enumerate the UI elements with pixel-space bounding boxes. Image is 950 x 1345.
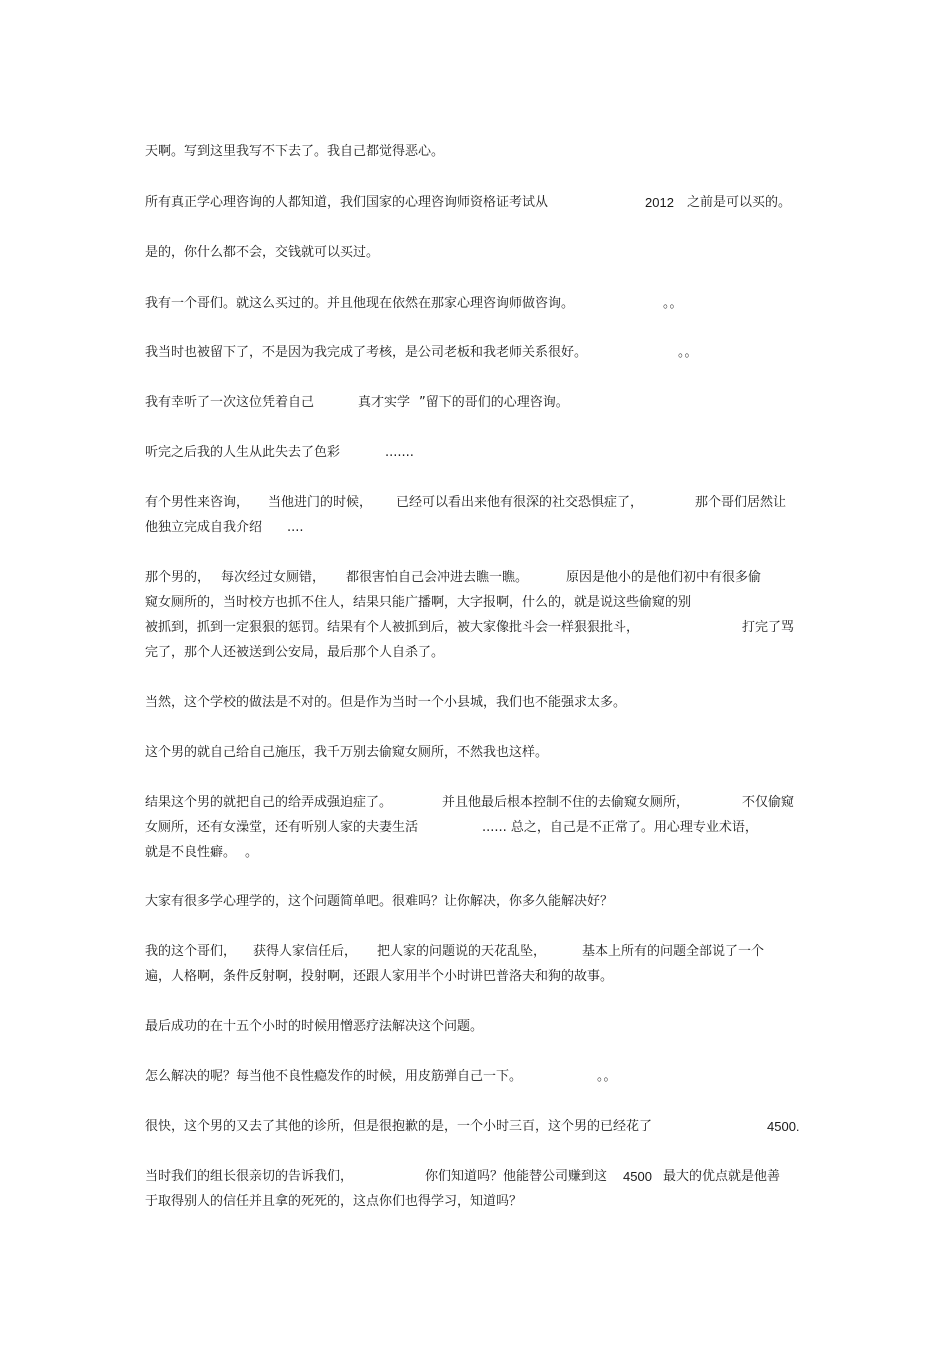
paragraph-text: 所有真正学心理咨询的人都知道，我们国家的心理咨询师资格证考试从 [145,195,549,210]
paragraph-text: 被抓到，抓到一定狠狠的惩罚。结果有个人被抓到后，被大家像批斗会一样狠狠批斗， [145,620,640,635]
paragraph-text: 他独立完成自我介绍 [145,520,263,535]
paragraph-text: 大家有很多学心理学的，这个问题简单吧。很难吗？让你解决，你多久能解决好？ [145,894,614,909]
paragraph-text: 打完了骂 [742,620,795,635]
paragraph-text: 原因是他小的是他们初中有很多偷 [566,570,762,585]
paragraph-text: 窥女厕所的，当时校方也抓不住人，结果只能广播啊，大字报啊，什么的，就是说这些偷窥的别 [145,595,692,610]
paragraph-text: 我有一个哥们。就这么买过的。并且他现在依然在那家心理咨询师做咨询。 [145,296,575,311]
paragraph-text: 天啊。写到这里我写不下去了。我自己都觉得恶心。 [145,144,445,159]
paragraph-text: 很快，这个男的又去了其他的诊所，但是很抱歉的是，一个小时三百，这个男的已经花了 [145,1119,653,1134]
paragraph-text: 最后成功的在十五个小时的时候用憎恶疗法解决这个问题。 [145,1019,484,1034]
paragraph-text: 都很害怕自己会冲进去瞧一瞧。 [346,570,529,585]
paragraph-text: 当时我们的组长很亲切的告诉我们， [145,1169,354,1184]
paragraph-text: 。。 [597,1069,617,1084]
paragraph-text: 当然，这个学校的做法是不对的。但是作为当时一个小县城，我们也不能强求太多。 [145,695,627,710]
paragraph-text: 完了，那个人还被送到公安局，最后那个人自杀了。 [145,645,445,660]
amount-number: 4500 [623,1169,652,1184]
paragraph-text: .... [287,520,304,535]
paragraph-text: 真才实学 [358,395,411,410]
paragraph-text: 。。 [663,296,683,311]
paragraph-text: ...... 总之，自己是不正常了。用心理专业术语， [482,820,758,835]
paragraph-text: 之前是可以买的。 [687,195,792,210]
paragraph-text: 那个男的， [145,570,211,585]
paragraph-text: 这个男的就自己给自己施压，我千万别去偷窥女厕所，不然我也这样。 [145,745,549,760]
paragraph-text: 遍，人格啊，条件反射啊，投射啊，还跟人家用半个小时讲巴普洛夫和狗的故事。 [145,969,614,984]
paragraph-text: 并且他最后根本控制不住的去偷窥女厕所， [442,795,690,810]
year-number: 2012 [645,195,674,210]
paragraph-text: 你们知道吗？他能替公司赚到这 [425,1169,608,1184]
amount-number: 4500. [767,1119,800,1134]
paragraph-text: 是的，你什么都不会，交钱就可以买过。 [145,245,380,260]
paragraph-text: 就是不良性癖。 [145,845,237,860]
paragraph-text: 每次经过女厕错， [221,570,326,585]
paragraph-text: 最大的优点就是他善 [663,1169,781,1184]
paragraph-text: 听完之后我的人生从此失去了色彩 [145,445,341,460]
paragraph-text: 我的这个哥们， [145,944,237,959]
paragraph-text: 有个男性来咨询， [145,495,250,510]
paragraph-text: 。。 [678,345,698,360]
paragraph-text: 当他进门的时候， [268,495,373,510]
paragraph-text: 已经可以看出来他有很深的社交恐惧症了， [396,495,644,510]
paragraph-text: 把人家的问题说的天花乱坠， [377,944,547,959]
paragraph-text: 基本上所有的问题全部说了一个 [582,944,765,959]
paragraph-text: 于取得别人的信任并且拿的死死的，这点你们也得学习，知道吗？ [145,1194,523,1209]
paragraph-text: 。 [245,845,259,860]
paragraph-text: 我有幸听了一次这位凭着自己 [145,395,315,410]
paragraph-text: 女厕所，还有女澡堂，还有听别人家的夫妻生活 [145,820,419,835]
paragraph-text: 我当时也被留下了，不是因为我完成了考核，是公司老板和我老师关系很好。 [145,345,588,360]
paragraph-text: 获得人家信任后， [253,944,358,959]
paragraph-text: 那个哥们居然让 [695,495,787,510]
paragraph-text: ”留下的哥们的心理咨询。 [419,395,569,410]
paragraph-text: 结果这个男的就把自己的给弄成强迫症了。 [145,795,393,810]
paragraph-text: ....... [385,445,414,460]
paragraph-text: 怎么解决的呢？每当他不良性瘾发作的时候，用皮筋弹自己一下。 [145,1069,523,1084]
paragraph-text: 不仅偷窥 [742,795,795,810]
